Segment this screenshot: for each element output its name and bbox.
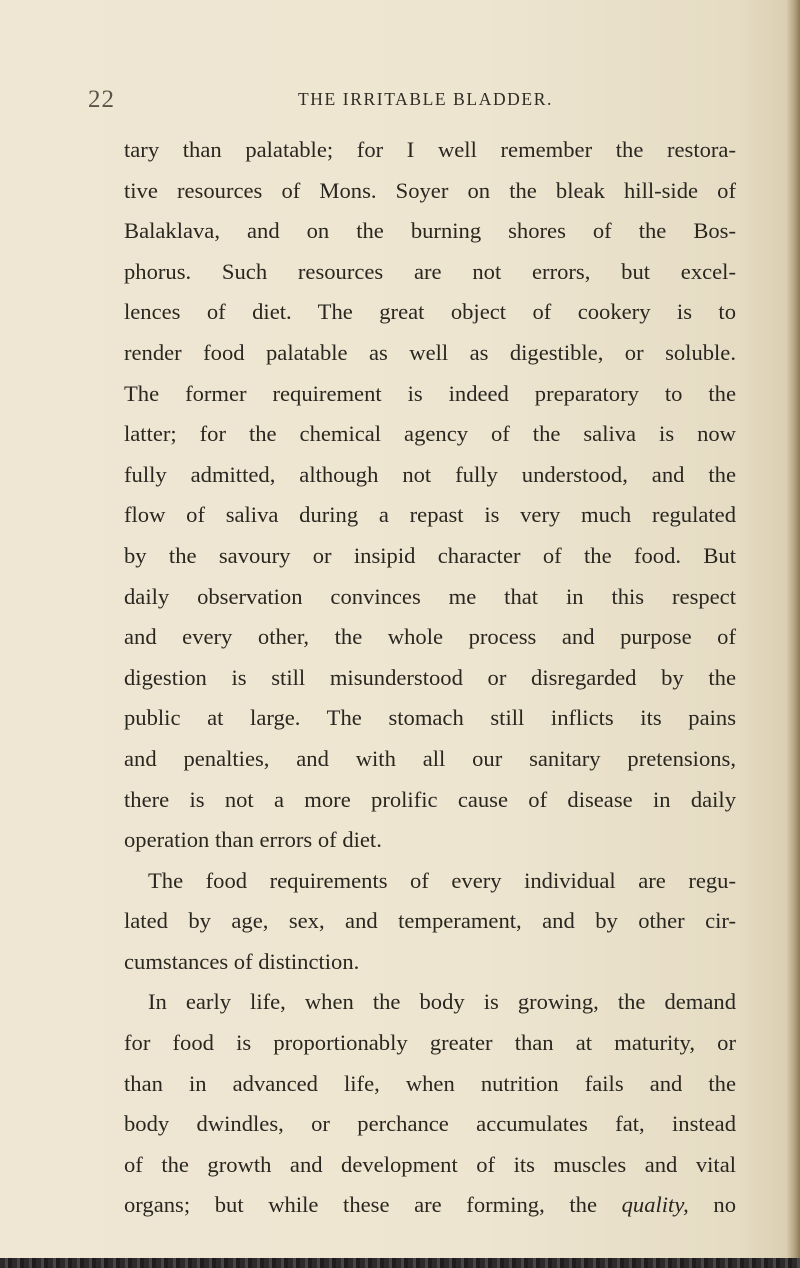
text-line-content: tive resources of Mons. Soyer on the bleak hill-side of	[124, 177, 736, 203]
text-line-content: The former requirement is indeed preparatory to the	[124, 380, 736, 406]
text-line-content: lated by age, sex, and temperament, and by other cir-	[124, 908, 736, 934]
text-line	[124, 820, 736, 861]
text-line-content: latter; for the chemical agency of the saliva is now	[124, 421, 736, 447]
running-head-title: THE IRRITABLE BLADDER.	[298, 89, 553, 109]
text-line-content: phorus. Such resources are not errors, but excel-	[124, 258, 736, 284]
text-line-content: cumstances of distinction.	[124, 948, 360, 974]
text-line-content: The food requirements of every individual are regu-	[148, 867, 736, 893]
text-line-content: flow of saliva during a repast is very much regulated	[124, 502, 736, 528]
text-line	[124, 1185, 736, 1226]
text-line	[124, 414, 736, 455]
text-line	[124, 739, 736, 780]
text-line-content: there is not a more prolific cause of disease in daily	[124, 786, 736, 812]
running-head	[88, 86, 728, 116]
text-line-content: tary than palatable; for I well remember the restora-	[124, 137, 736, 162]
text-line-content: body dwindles, or perchance accumulates fat, instead	[124, 1111, 736, 1137]
page-edge-shadow	[786, 0, 800, 1268]
text-line-content: than in advanced life, when nutrition fails and the	[124, 1070, 736, 1096]
text-line	[124, 252, 736, 293]
text-line-tail: no	[688, 1192, 736, 1218]
page-number: 22	[88, 86, 115, 113]
text-line	[124, 1104, 736, 1145]
text-line	[124, 536, 736, 577]
text-line-content: for food is proportionably greater than at maturity, or	[124, 1030, 736, 1056]
text-line	[124, 211, 736, 252]
text-line	[124, 617, 736, 658]
text-line-content: and every other, the whole process and purpose of	[124, 624, 736, 650]
text-line-content: public at large. The stomach still inflicts its pains	[124, 705, 736, 731]
italic-word: quality,	[621, 1192, 689, 1218]
text-line-content: Balaklava, and on the burning shores of the Bos-	[124, 218, 736, 244]
text-line	[124, 333, 736, 374]
text-line	[124, 1064, 736, 1105]
text-line	[124, 1023, 736, 1064]
text-line	[124, 577, 736, 618]
text-line	[124, 374, 736, 415]
text-line	[124, 171, 736, 212]
text-line-content: fully admitted, although not fully understood, and the	[124, 461, 736, 487]
text-line	[124, 292, 736, 333]
text-line	[124, 780, 736, 821]
text-line-content: of the growth and development of its muscles and vital	[124, 1151, 736, 1177]
text-line-content: render food palatable as well as digestible, or soluble.	[124, 339, 736, 365]
text-line	[124, 861, 736, 902]
body-text	[124, 130, 736, 1226]
text-line-content: lences of diet. The great object of cookery is to	[124, 299, 736, 325]
text-line-content: by the savoury or insipid character of the food. But	[124, 542, 736, 568]
text-line	[124, 982, 736, 1023]
text-line	[124, 942, 736, 983]
text-line	[124, 901, 736, 942]
text-line	[124, 698, 736, 739]
text-line-content: daily observation convinces me that in this respect	[124, 583, 736, 609]
text-line-content: digestion is still misunderstood or disregarded by the	[124, 664, 736, 690]
text-line-content: operation than errors of diet.	[124, 827, 382, 853]
text-line-content: In early life, when the body is growing, the demand	[148, 989, 736, 1015]
text-line	[124, 130, 736, 171]
text-line	[124, 455, 736, 496]
scan-bottom-strip	[0, 1258, 800, 1268]
text-line-content: organs; but while these are forming, the	[124, 1192, 622, 1218]
text-line	[124, 658, 736, 699]
text-line-content: and penalties, and with all our sanitary pretensions,	[124, 745, 736, 771]
text-line	[124, 495, 736, 536]
text-line	[124, 1145, 736, 1186]
